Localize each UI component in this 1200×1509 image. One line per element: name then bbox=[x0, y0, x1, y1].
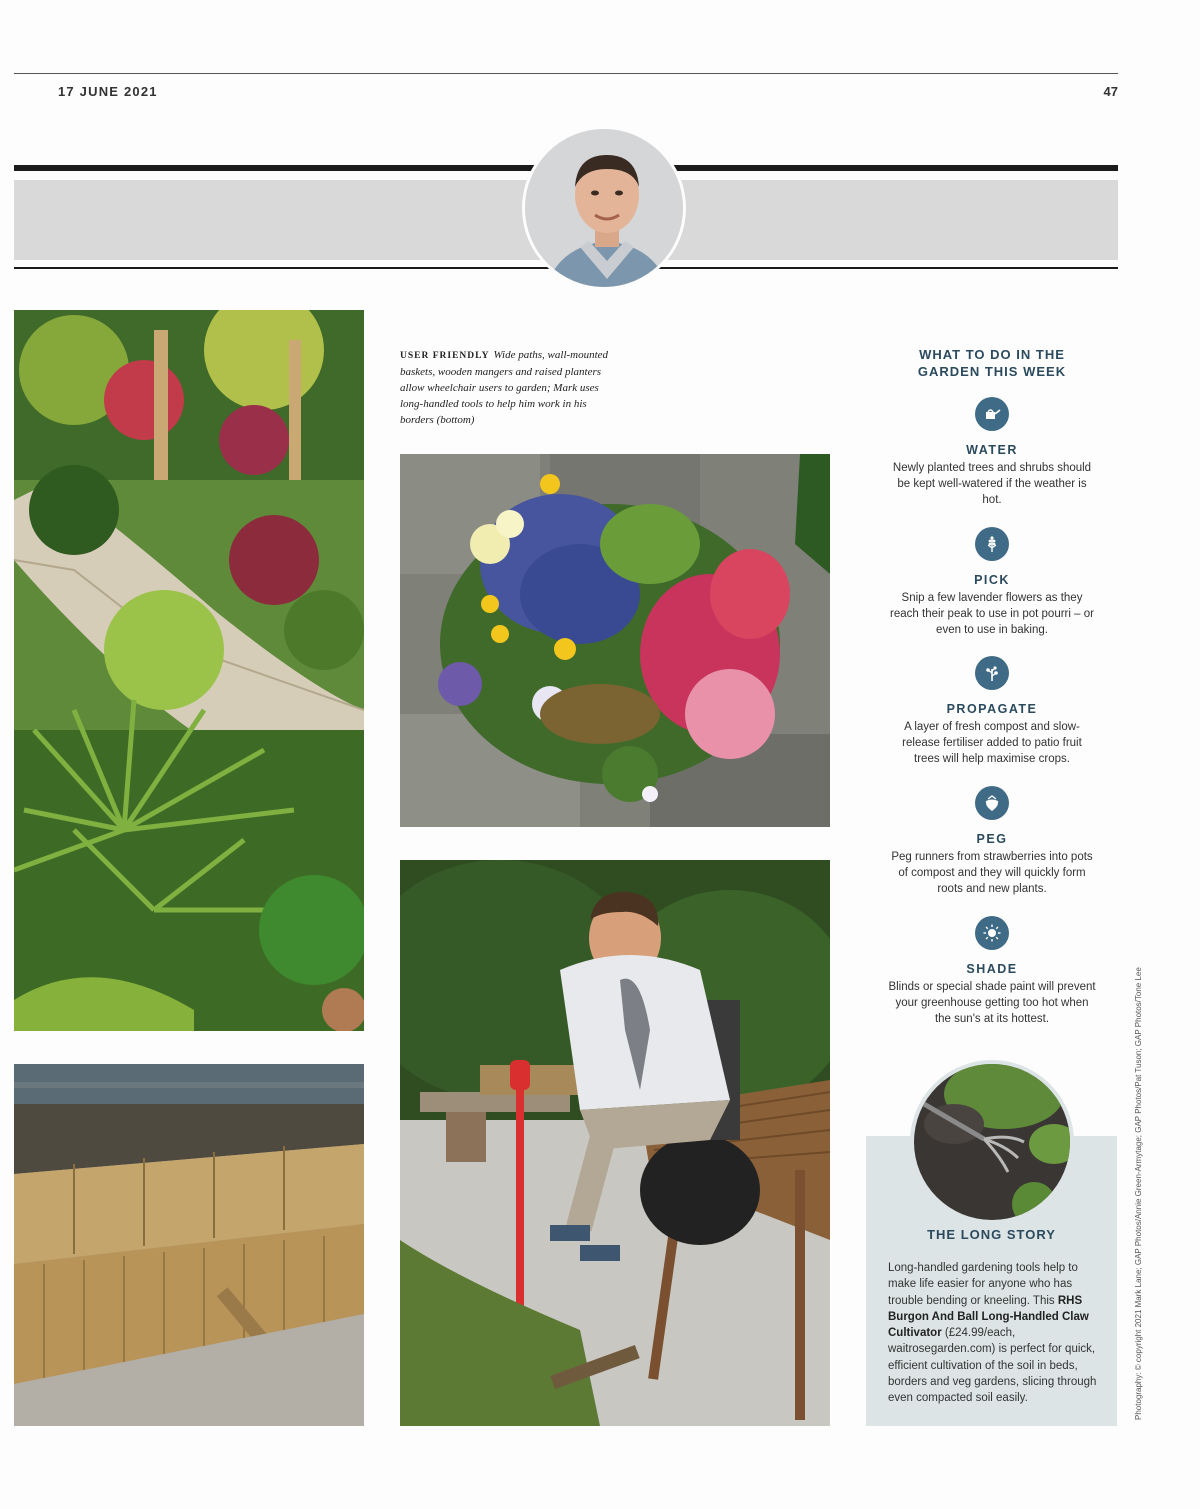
caption-kicker: USER FRIENDLY bbox=[400, 351, 490, 361]
tip-heading: WATER bbox=[966, 443, 1018, 457]
sun-icon bbox=[975, 916, 1009, 950]
tree-icon bbox=[975, 656, 1009, 690]
garden-path-photo bbox=[14, 310, 364, 1031]
photo-caption bbox=[400, 347, 622, 428]
tip-water bbox=[888, 397, 1096, 508]
man-gardening-photo bbox=[400, 860, 830, 1426]
page-number: 47 bbox=[1103, 84, 1118, 99]
long-story-details: (£24.99/each, waitrosegarden.com) is perfect for quick, efficient cultivation of the soil in beds, borders and veg gardens, slicing through even compacted soil easily. bbox=[888, 1327, 1097, 1405]
tip-text: Blinds or special shade paint will prevent your greenhouse getting too hot when the sun's at its hottest. bbox=[888, 981, 1096, 1025]
tip-pick bbox=[888, 527, 1096, 638]
long-story-text bbox=[888, 1260, 1106, 1407]
tip-peg bbox=[888, 786, 1096, 897]
top-rule bbox=[14, 73, 1118, 74]
product-name: RHS Burgon And Ball Long-Handled Claw Cultivator bbox=[888, 1294, 1089, 1340]
long-story-intro: Long-handled gardening tools help to make life easier for anyone who has trouble bending or kneeling. This bbox=[888, 1262, 1078, 1307]
hanging-basket-photo bbox=[400, 454, 830, 827]
sidebar-title: WHAT TO DO IN THE GARDEN THIS WEEK bbox=[917, 347, 1067, 379]
tip-text: Snip a few lavender flowers as they reach their peak to use in pot pourri – or even to use in baking. bbox=[890, 592, 1094, 636]
tip-text: A layer of fresh compost and slow-release fertiliser added to patio fruit trees will help maximise crops. bbox=[902, 721, 1082, 765]
claw-cultivator-photo bbox=[910, 1060, 1074, 1224]
strawberry-icon bbox=[975, 786, 1009, 820]
watering-can-icon bbox=[975, 397, 1009, 431]
photo-credit: Photography: © copyright 2021 Mark Lane; GAP Photos/Annie Green-Armytage; GAP Photos/Pat Tuson; GAP Photos/Tone Lee bbox=[1134, 967, 1143, 1420]
wooden-planters-photo bbox=[14, 1064, 364, 1426]
caption-text: Wide paths, wall-mounted baskets, wooden mangers and raised planters allow wheelchair users to garden; Mark uses long-handled tools to help him work in his borders (bottom) bbox=[400, 349, 609, 426]
long-story-title: THE LONG STORY bbox=[927, 1227, 1056, 1242]
columnist-portrait bbox=[522, 126, 686, 290]
tip-text: Newly planted trees and shrubs should be kept well-watered if the weather is hot. bbox=[892, 462, 1092, 506]
tip-text: Peg runners from strawberries into pots of compost and they will quickly form roots and new plants. bbox=[891, 851, 1093, 895]
tip-propagate bbox=[888, 656, 1096, 767]
tip-heading: PEG bbox=[976, 832, 1008, 846]
tip-heading: SHADE bbox=[966, 962, 1018, 976]
tip-heading: PICK bbox=[974, 573, 1010, 587]
tip-heading: PROPAGATE bbox=[946, 702, 1038, 716]
issue-date: 17 JUNE 2021 bbox=[58, 84, 158, 99]
lavender-icon bbox=[975, 527, 1009, 561]
tip-shade bbox=[888, 916, 1096, 1027]
